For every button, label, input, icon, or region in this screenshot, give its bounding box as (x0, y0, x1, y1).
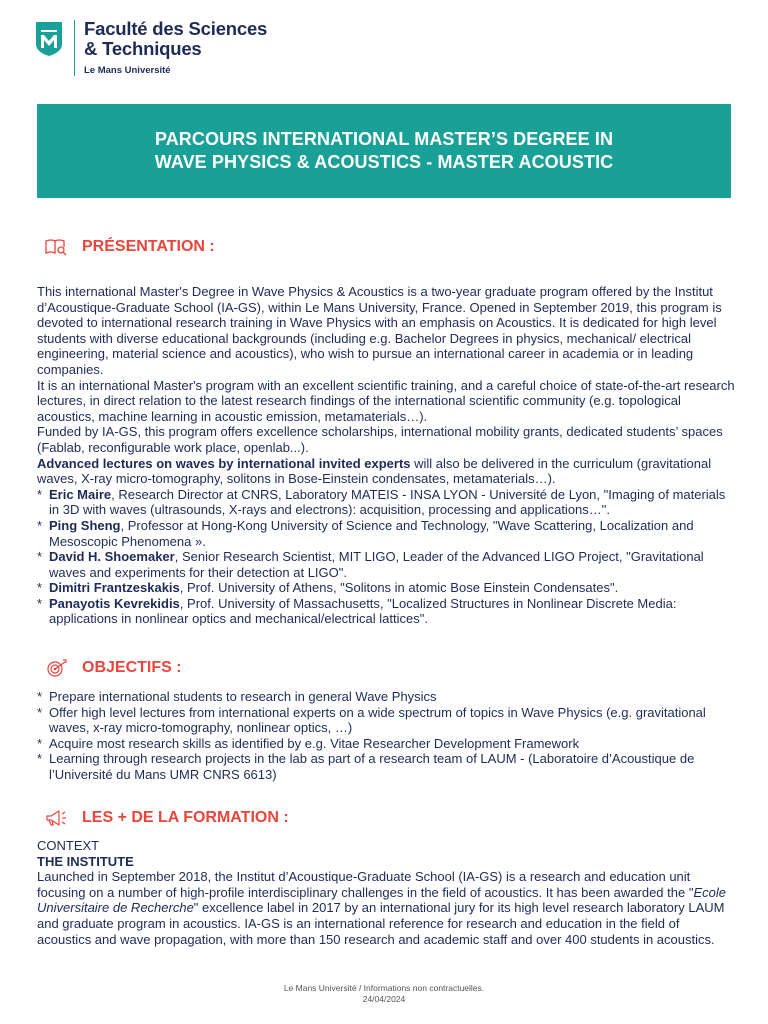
faculty-line-2: & Techniques (84, 38, 202, 59)
expert-name: David H. Shoemaker (49, 549, 175, 565)
institute-text-b: " excellence label in 2017 by an international jury for its high level research laboratory LAUM and graduate program in acoustics. IA-GS is an international reference for research and education in the field of acoustics and wave propagation, with more than 150 research and academic staff and over 400 students in acoustics. (37, 900, 725, 947)
presentation-body (37, 284, 737, 627)
lectures-text: will also be delivered in the curriculum (gravitational waves, X-ray micro-tomography, solitons in Bose-Einstein condensates, metamaterials…). (37, 455, 712, 487)
objectifs-list (37, 689, 737, 783)
presentation-heading (44, 238, 215, 256)
institute-title (37, 854, 737, 870)
faculty-name (84, 19, 267, 59)
list-item: * Offer high level lectures from international experts on a wide spectrum of topics in Wave Physics (e.g. gravitational waves, x-ray micro-tomography, nonlinear optics, …) (37, 705, 737, 736)
expert-name: Ping Sheng (49, 517, 121, 533)
institute-title-text: THE INSTITUTE (37, 853, 134, 869)
megaphone-icon (44, 809, 68, 827)
list-item: * Acquire most research skills as identified by e.g. Vitae Researcher Development Framework (37, 736, 737, 752)
expert-description: , Research Director at CNRS, Laboratory MATEIS - INSA LYON - Université de Lyon, "Imaging of materials in 3D with waves (ultrasounds, X-rays and electrons): acquisition, processing and applications…". (49, 486, 726, 518)
objectifs-heading-label: OBJECTIFS : (82, 659, 182, 676)
university-name: Le Mans Université (84, 65, 171, 76)
university-logo (36, 22, 62, 56)
list-item (37, 487, 737, 518)
logo-letter: M (48, 29, 50, 30)
book-search-icon (44, 238, 68, 256)
experts-list (37, 487, 737, 627)
expert-name: Panayotis Kevrekidis (49, 595, 180, 611)
expert-name: Dimitri Frantzeskakis (49, 580, 180, 596)
presentation-paragraph-3: Funded by IA-GS, this program offers excellence scholarships, international mobility grants, dedicated students’ spaces (Fablab, reconfigurable work place, openlab...). (37, 424, 723, 455)
presentation-heading-label: PRÉSENTATION : (82, 238, 215, 255)
expert-description: , Prof. University of Athens, "Solitons in atomic Bose Einstein Condensates". (179, 580, 619, 596)
target-icon (44, 659, 68, 677)
list-item: * Prepare international students to research in general Wave Physics (37, 689, 737, 705)
presentation-paragraph-2: It is an international Master's program with an excellent scientific training, and a careful choice of state-of-the-art research lectures, in direct relation to the latest research findings of the international scientific community (e.g. topological acoustics, machine learning in acoustic emission, metamaterials…). (37, 377, 735, 424)
list-item (37, 518, 737, 549)
logo-divider (74, 20, 75, 76)
plus-body (37, 838, 737, 947)
plus-heading (44, 809, 289, 827)
plus-heading-label: LES + DE LA FORMATION : (82, 809, 289, 826)
expert-description: , Professor at Hong-Kong University of Science and Technology, "Wave Scattering, Localization and Mesoscopic Phenomena ». (49, 517, 694, 549)
objectifs-body (37, 689, 737, 783)
list-item (37, 580, 737, 596)
expert-description: , Prof. University of Massachusetts, "Localized Structures in Nonlinear Discrete Media: applications in nonlinear optics and mechanical/electrical lattices". (49, 595, 677, 627)
lectures-highlight: Advanced lectures on waves by international invited experts (37, 455, 411, 471)
expert-name: Eric Maire (49, 486, 112, 502)
footer-disclaimer: Le Mans Université / Informations non contractuelles. (283, 983, 485, 993)
objectifs-heading (44, 659, 182, 677)
presentation-paragraph-4 (37, 456, 737, 487)
list-item (37, 596, 737, 627)
list-item (37, 549, 737, 580)
banner-line-2: WAVE PHYSICS & ACOUSTICS - MASTER ACOUSTIC (154, 152, 614, 172)
context-label: CONTEXT (37, 838, 100, 853)
institute-text-a: Launched in September 2018, the Institut d’Acoustique-Graduate School (IA-GS) is a research and education unit focusing on a number of high-profile interdisciplinary challenges in the field of acoustics. It has been awarded the " (37, 869, 694, 900)
institute-paragraph (37, 869, 737, 947)
expert-description: , Senior Research Scientist, MIT LIGO, Leader of the Advanced LIGO Project, "Gravitational waves and experiments for their detection at LIGO". (49, 549, 704, 580)
institute-label-italic: Ecole Universitaire de Recherche (37, 884, 726, 916)
footer (0, 983, 768, 1005)
footer-date: 24/04/2024 (362, 994, 406, 1004)
banner-line-1: PARCOURS INTERNATIONAL MASTER’S DEGREE IN (154, 129, 614, 149)
list-item: * Learning through research projects in the lab as part of a research team of LAUM - (Laboratoire d’Acoustique de l’Université du Mans UMR CNRS 6613) (37, 751, 737, 782)
faculty-line-1: Faculté des Sciences (84, 18, 268, 39)
program-title-banner (37, 104, 731, 198)
presentation-paragraph-1: This international Master's Degree in Wave Physics & Acoustics is a two-year graduate program offered by the Institut d’Acoustique-Graduate School (IA-GS), within Le Mans University, France. Opened in September 2019, this program is devoted to international research training in Wave Physics with an emphasis on Acoustics. It is dedicated for high level students with diverse educational backgrounds (including e.g. Bachelor Degrees in physics, mechanical/ electrical engineering, material science and acoustics), who wish to pursue an international career in academia or in leading companies. (37, 284, 722, 377)
